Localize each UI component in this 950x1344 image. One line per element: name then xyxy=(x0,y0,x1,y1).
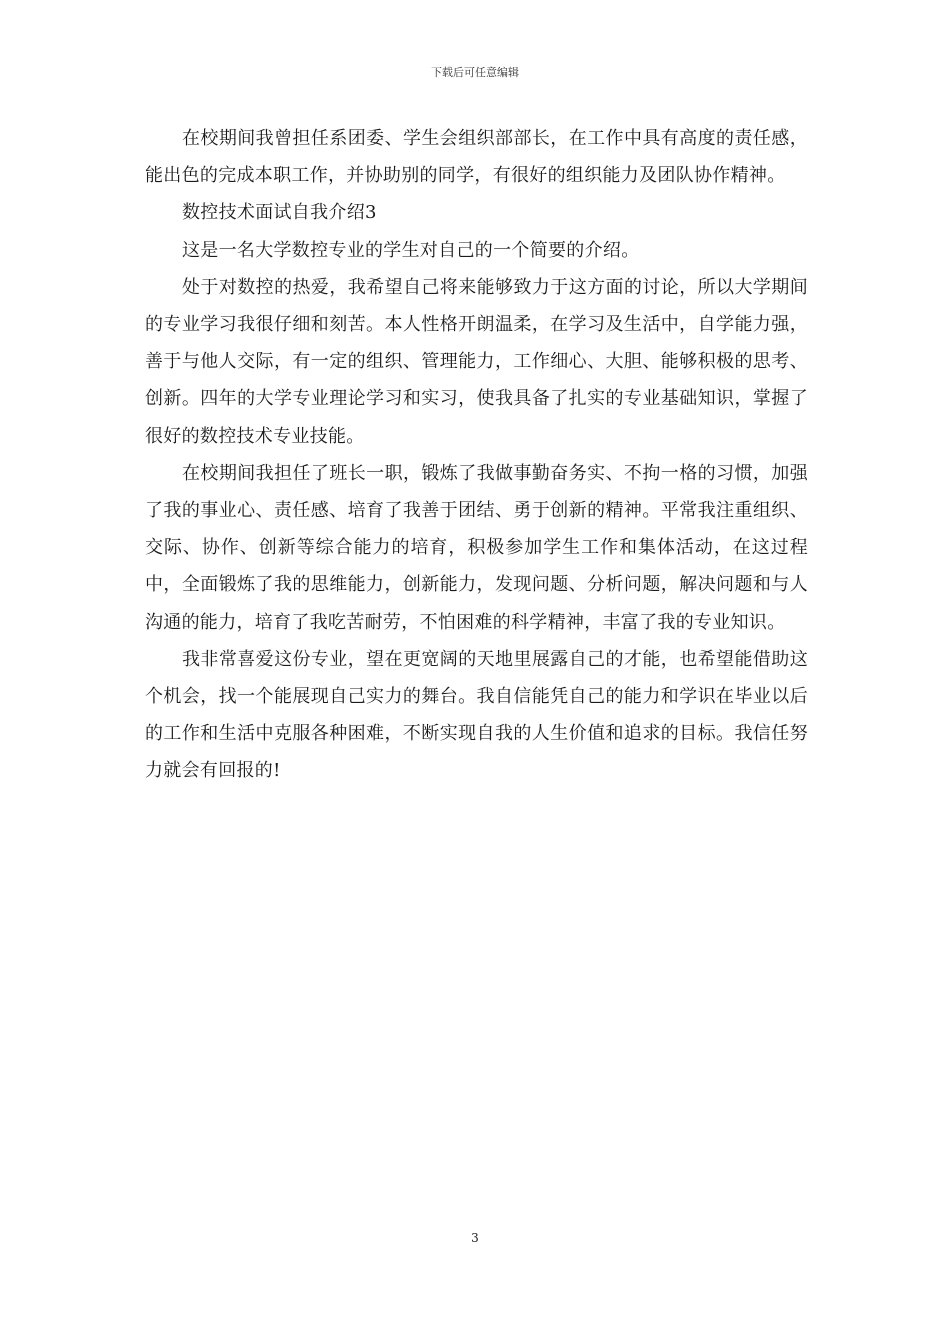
paragraph-passion: 处于对数控的热爱，我希望自己将来能够致力于这方面的讨论，所以大学期间的专业学习我很仔细和刻苦。本人性格开朗温柔，在学习及生活中，自学能力强，善于与他人交际，有一定的组织、管理能力，工作细心、大胆、能够积极的思考、创新。四年的大学专业理论学习和实习，使我具备了扎实的专业基础知识，掌握了很好的数控技术专业技能。 xyxy=(145,276,808,447)
paragraph-conclusion: 我非常喜爱这份专业，望在更宽阔的天地里展露自己的才能，也希望能借助这个机会，找一个能展现自己实力的舞台。我自信能凭自己的能力和学识在毕业以后的工作和生活中克服各种困难，不断实现自我的人生价值和追求的目标。我信任努力就会有回报的! xyxy=(145,648,808,782)
page-header: 下载后可任意编辑 xyxy=(431,66,519,79)
paragraph-intro: 这是一名大学数控专业的学生对自己的一个简要的介绍。 xyxy=(182,239,640,261)
document-body xyxy=(145,120,808,790)
paragraph-student-union: 在校期间我曾担任系团委、学生会组织部部长，在工作中具有高度的责任感，能出色的完成本职工作，并协助别的同学，有很好的组织能力及团队协作精神。 xyxy=(145,128,808,187)
paragraph-class-monitor: 在校期间我担任了班长一职，锻炼了我做事勤奋务实、不拘一格的习惯，加强了我的事业心、责任感、培育了我善于团结、勇于创新的精神。平常我注重组织、交际、协作、创新等综合能力的培育，积极参加学生工作和集体活动，在这过程中，全面锻炼了我的思维能力，创新能力，发现问题、分析问题，解决问题和与人沟通的能力，培育了我吃苦耐劳，不怕困难的科学精神，丰富了我的专业知识。 xyxy=(145,462,808,633)
page-number: 3 xyxy=(471,1231,479,1245)
section-heading: 数控技术面试自我介绍3 xyxy=(182,202,377,224)
